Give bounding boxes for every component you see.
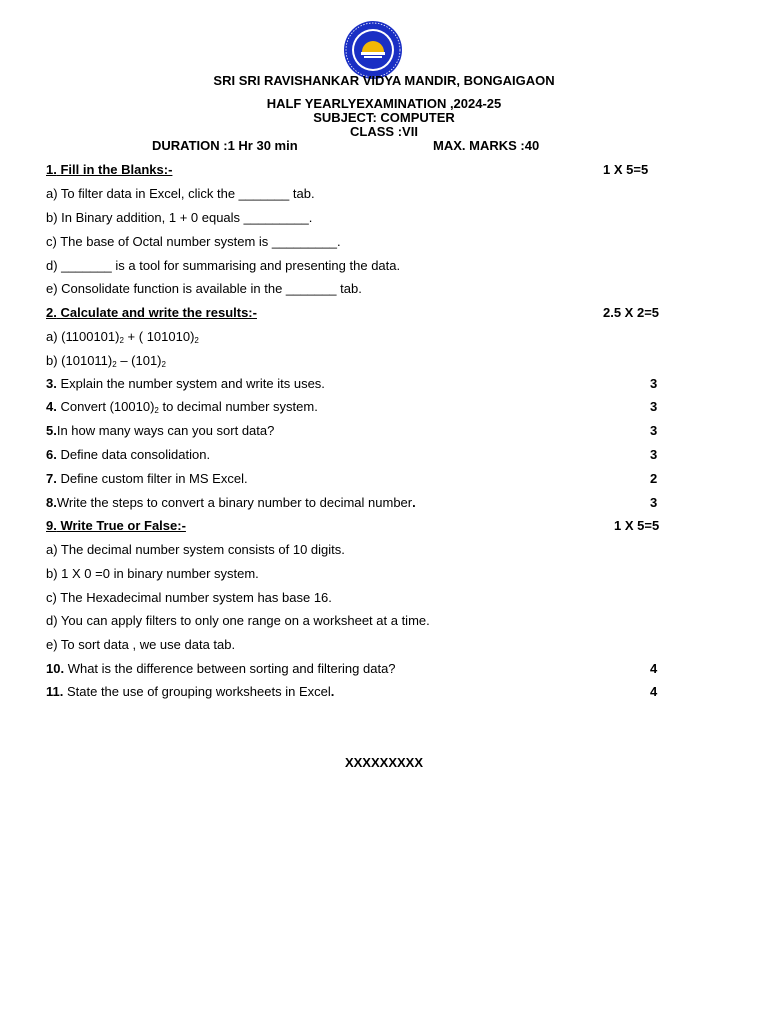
q10-text: What is the difference between sorting and filtering data? bbox=[64, 661, 396, 676]
q2-b-operand2: – (101) bbox=[116, 353, 162, 368]
q4-marks: 3 bbox=[650, 399, 658, 414]
q8 bbox=[46, 495, 416, 511]
q2-item-a bbox=[46, 329, 199, 349]
q6-number: 6. bbox=[46, 447, 57, 462]
q1-heading bbox=[46, 162, 172, 178]
q4-number: 4. bbox=[46, 399, 57, 414]
q6-text: Define data consolidation. bbox=[56, 447, 211, 462]
q1-title: Fill in the Blanks:- bbox=[60, 162, 173, 177]
q7-text: Define custom filter in MS Excel. bbox=[56, 471, 248, 486]
q9-item-c: c) The Hexadecimal number system has base 16. bbox=[46, 590, 332, 605]
q1-item-d: d) _______ is a tool for summarising and presenting the data. bbox=[46, 258, 401, 273]
q2-marks: 2.5 X 2=5 bbox=[603, 305, 660, 320]
q4-text-b: to decimal number system. bbox=[158, 399, 318, 414]
q8-number: 8. bbox=[46, 495, 57, 510]
q8-marks: 3 bbox=[650, 495, 658, 510]
q2-b-base1: 2 bbox=[112, 360, 117, 369]
q1-item-b: b) In Binary addition, 1 + 0 equals _________. bbox=[46, 210, 313, 225]
school-logo bbox=[343, 20, 403, 80]
q1-number: 1. bbox=[46, 162, 57, 177]
q2-number: 2. bbox=[46, 305, 57, 320]
q11-end: . bbox=[330, 684, 335, 699]
q7 bbox=[46, 471, 248, 487]
q1-item-a: a) To filter data in Excel, click the _______ tab. bbox=[46, 186, 315, 201]
q3-text: Explain the number system and write its uses. bbox=[56, 376, 325, 391]
q3-marks: 3 bbox=[650, 376, 658, 391]
subject: SUBJECT: COMPUTER bbox=[313, 110, 455, 125]
q10-number: 10. bbox=[46, 661, 65, 676]
q2-b-operand1: b) (101011) bbox=[46, 353, 113, 368]
q8-text: Write the steps to convert a binary number to decimal number bbox=[56, 495, 413, 510]
q10-marks: 4 bbox=[650, 661, 658, 676]
q5-text: In how many ways can you sort data? bbox=[56, 423, 275, 438]
q11-number: 11. bbox=[46, 684, 64, 699]
max-marks: MAX. MARKS :40 bbox=[433, 138, 540, 153]
q3 bbox=[46, 376, 325, 392]
q11-text: State the use of grouping worksheets in Excel bbox=[63, 684, 331, 699]
q11-marks: 4 bbox=[650, 684, 658, 699]
q9-item-b: b) 1 X 0 =0 in binary number system. bbox=[46, 566, 259, 581]
school-name: SRI SRI RAVISHANKAR VIDYA MANDIR, BONGAIGAON bbox=[213, 73, 555, 88]
q2-a-base1: 2 bbox=[119, 336, 124, 345]
class: CLASS :VII bbox=[350, 124, 418, 139]
q2-a-base2: 2 bbox=[194, 336, 199, 345]
q2-b-base2: 2 bbox=[161, 360, 166, 369]
exam-title: HALF YEARLYEXAMINATION ,2024-25 bbox=[266, 96, 502, 111]
q2-a-operand1: a) (1100101) bbox=[46, 329, 120, 344]
q2-item-b bbox=[46, 353, 166, 373]
q5 bbox=[46, 423, 274, 439]
q9-number: 9. bbox=[46, 518, 57, 533]
end-marker: XXXXXXXXX bbox=[344, 755, 424, 770]
q5-number: 5. bbox=[46, 423, 57, 438]
q9-item-a: a) The decimal number system consists of 10 digits. bbox=[46, 542, 345, 557]
q6-marks: 3 bbox=[650, 447, 658, 462]
q4-base: 2 bbox=[154, 406, 159, 415]
q2-a-operand2: + ( 101010) bbox=[123, 329, 195, 344]
q2-heading bbox=[46, 305, 257, 321]
q9-heading bbox=[46, 518, 186, 534]
duration: DURATION :1 Hr 30 min bbox=[152, 138, 298, 153]
q7-number: 7. bbox=[46, 471, 57, 486]
q6 bbox=[46, 447, 210, 463]
q7-marks: 2 bbox=[650, 471, 658, 486]
q10 bbox=[46, 661, 396, 677]
q2-title: Calculate and write the results:- bbox=[60, 305, 257, 320]
q1-item-c: c) The base of Octal number system is _________. bbox=[46, 234, 341, 249]
q9-item-e: e) To sort data , we use data tab. bbox=[46, 637, 236, 652]
q9-title: Write True or False:- bbox=[56, 518, 186, 533]
q9-marks: 1 X 5=5 bbox=[614, 518, 660, 533]
q4 bbox=[46, 399, 318, 419]
q11 bbox=[46, 684, 334, 700]
q1-item-e: e) Consolidate function is available in the _______ tab. bbox=[46, 281, 362, 296]
q1-marks: 1 X 5=5 bbox=[603, 162, 649, 177]
q4-text-a: Convert (10010) bbox=[56, 399, 155, 414]
q3-number: 3. bbox=[46, 376, 57, 391]
q8-end: . bbox=[412, 495, 416, 510]
q5-marks: 3 bbox=[650, 423, 658, 438]
q9-item-d: d) You can apply filters to only one range on a worksheet at a time. bbox=[46, 613, 430, 628]
